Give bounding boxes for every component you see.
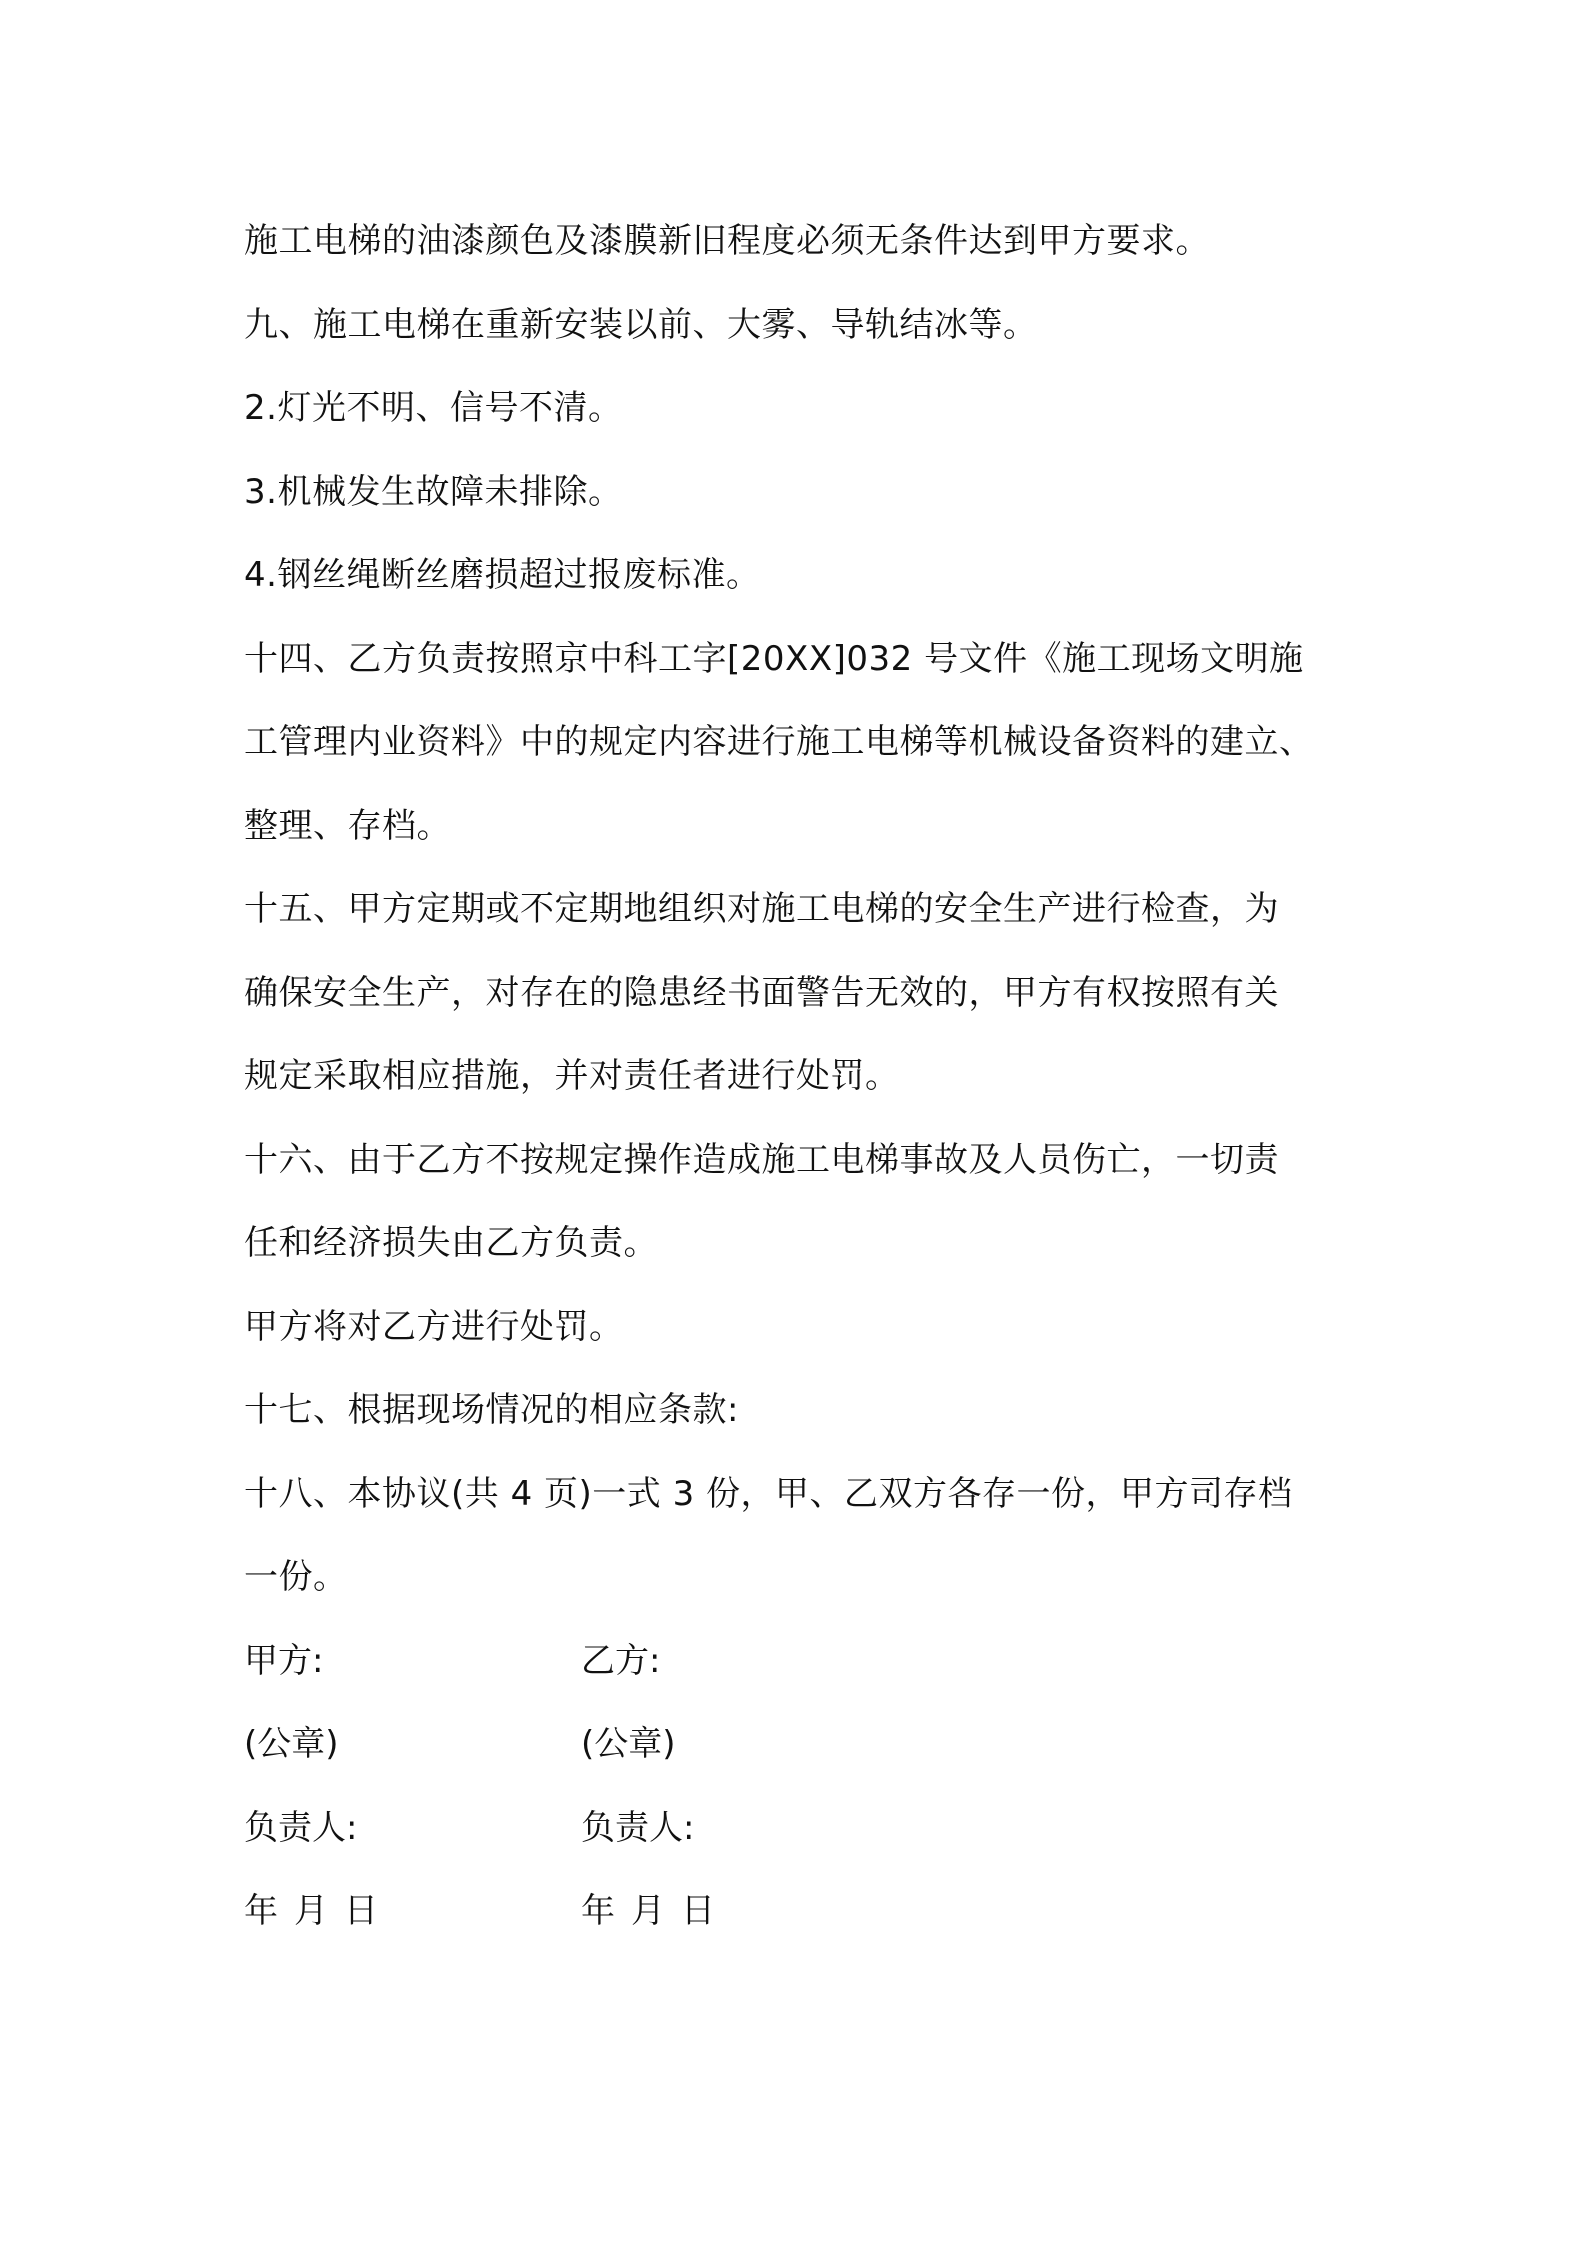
paragraph-line: 2.灯光不明、信号不清。 bbox=[244, 388, 623, 428]
paragraph-line: 3.机械发生故障未排除。 bbox=[244, 471, 623, 512]
paragraph-line: 十五、甲方定期或不定期地组织对施工电梯的安全生产进行检查，为 bbox=[244, 889, 1279, 929]
paragraph-line: 施工电梯的油漆颜色及漆膜新旧程度必须无条件达到甲方要求。 bbox=[244, 221, 1210, 261]
paragraph-line: 确保安全生产，对存在的隐患经书面警告无效的，甲方有权按照有关 bbox=[244, 972, 1279, 1013]
paragraph-line: 十八、本协议(共 4 页)一式 3 份，甲、乙双方各存一份，甲方司存档 bbox=[244, 1473, 1293, 1514]
signature-seal-row bbox=[244, 1703, 1364, 1787]
paragraph-line: 十六、由于乙方不按规定操作造成施工电梯事故及人员伤亡，一切责 bbox=[244, 1139, 1279, 1180]
party-b-responsible: 负责人: bbox=[581, 1807, 695, 1848]
paragraph-line: 九、施工电梯在重新安装以前、大雾、导轨结冰等。 bbox=[244, 304, 1038, 345]
paragraph-line: 规定采取相应措施，并对责任者进行处罚。 bbox=[244, 1056, 900, 1096]
party-b-date bbox=[581, 1870, 731, 1954]
paragraph-line: 4.钢丝绳断丝磨损超过报废标准。 bbox=[244, 555, 761, 595]
party-a-responsible: 负责人: bbox=[244, 1807, 358, 1848]
party-a-date bbox=[244, 1870, 394, 1954]
party-b-date-day: 日 bbox=[681, 1891, 715, 1931]
party-a-date-day: 日 bbox=[344, 1891, 378, 1931]
signature-date-row bbox=[244, 1870, 1364, 1954]
party-a-seal: (公章) bbox=[244, 1724, 339, 1764]
paragraph-line: 整理、存档。 bbox=[244, 805, 451, 846]
paragraph-line: 十四、乙方负责按照京中科工字[20XX]032 号文件《施工现场文明施 bbox=[244, 638, 1304, 679]
signature-responsible-row bbox=[244, 1787, 1364, 1871]
party-a-label: 甲方: bbox=[244, 1640, 324, 1681]
document-body bbox=[244, 200, 1364, 1954]
party-b-seal: (公章) bbox=[581, 1724, 676, 1764]
signature-party-row bbox=[244, 1620, 1364, 1704]
paragraph-line: 任和经济损失由乙方负责。 bbox=[244, 1223, 658, 1263]
paragraph-line: 工管理内业资料》中的规定内容进行施工电梯等机械设备资料的建立、 bbox=[244, 722, 1314, 762]
paragraph-line: 甲方将对乙方进行处罚。 bbox=[244, 1306, 624, 1347]
party-a-date-year: 年 bbox=[244, 1891, 278, 1931]
party-a-date-month: 月 bbox=[294, 1891, 328, 1931]
paragraph-line: 一份。 bbox=[244, 1557, 348, 1597]
party-b-date-year: 年 bbox=[581, 1891, 615, 1931]
party-b-date-month: 月 bbox=[631, 1891, 665, 1931]
party-b-label: 乙方: bbox=[581, 1640, 661, 1681]
paragraph-line: 十七、根据现场情况的相应条款: bbox=[244, 1390, 739, 1430]
